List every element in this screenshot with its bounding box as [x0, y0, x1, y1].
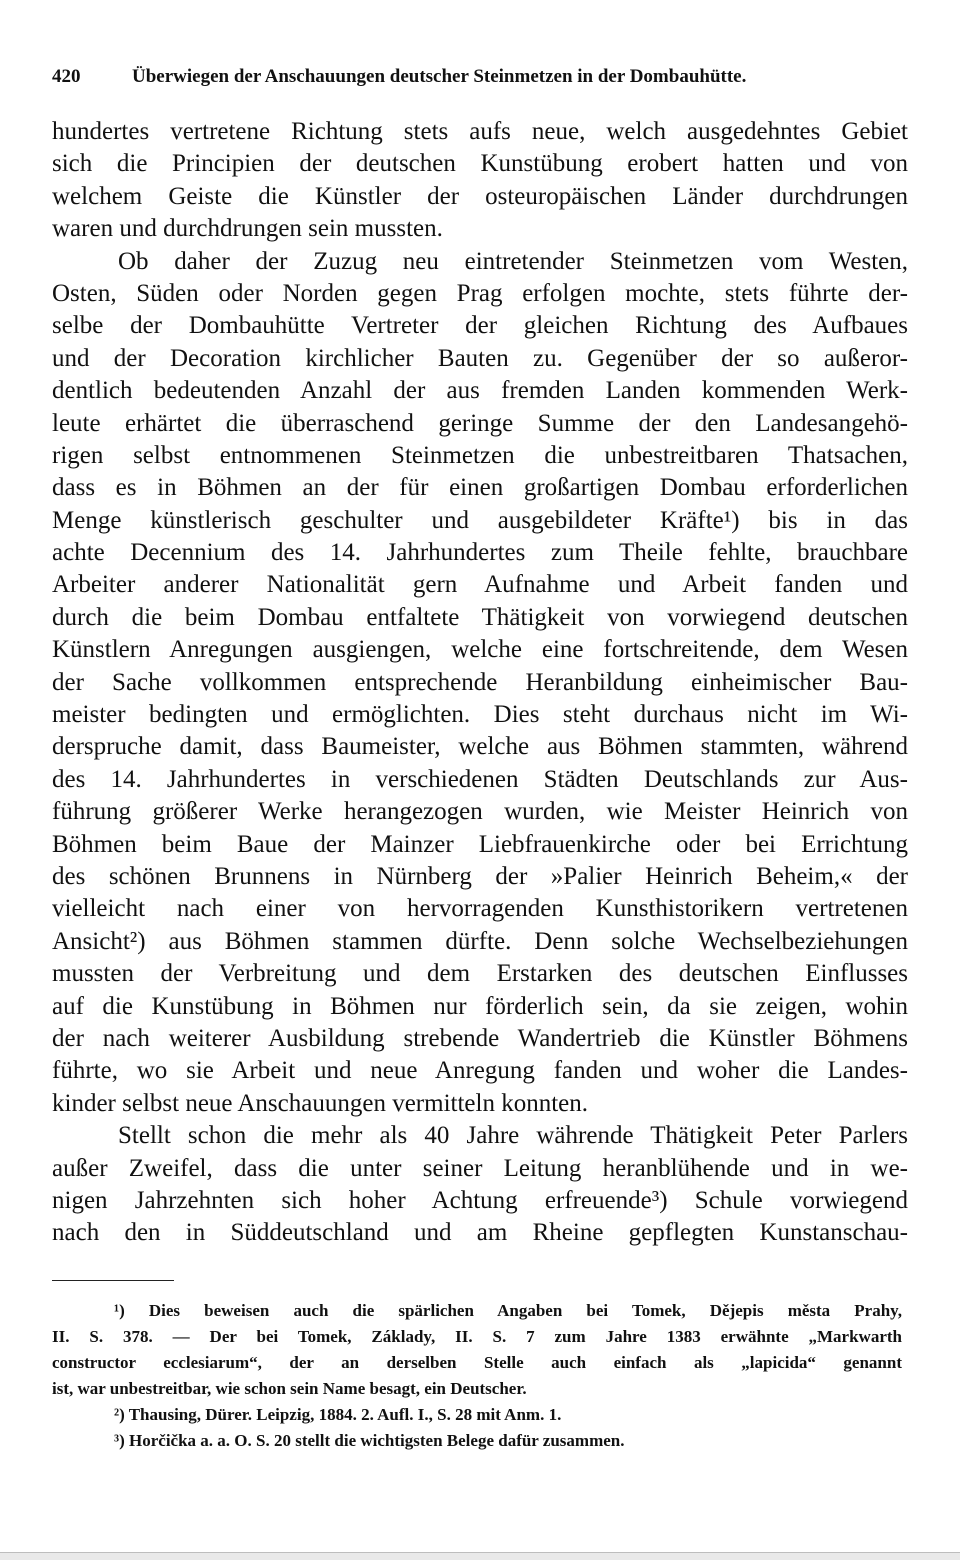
page-number: 420: [52, 66, 81, 87]
text-line: auf die Kunstübung in Böhmen nur förderlich sein, da sie zeigen, wohin: [52, 992, 908, 1020]
text-line: der Sache vollkommen entsprechende Heranbildung einheimischer Bau-: [52, 668, 908, 696]
text-line: Stellt schon die mehr als 40 Jahre währende Thätigkeit Peter Parlers: [118, 1122, 908, 1150]
footnote-line: ²) Thausing, Dürer. Leipzig, 1884. 2. Aufl. I., S. 28 mit Anm. 1.: [114, 1405, 562, 1424]
text-line: Ob daher der Zuzug neu eintretender Steinmetzen vom Westen,: [118, 247, 908, 275]
text-line: derspruche damit, dass Baumeister, welche aus Böhmen stammten, während: [52, 733, 908, 761]
text-line: nigen Jahrzehnten sich hoher Achtung erfreuende³) Schule vorwiegend: [52, 1186, 908, 1214]
text-line: achte Decennium des 14. Jahrhundertes zum Theile fehlte, brauchbare: [52, 539, 908, 567]
text-line: Böhmen beim Baue der Mainzer Liebfrauenkirche oder bei Errichtung: [52, 830, 908, 858]
text-line: dass es in Böhmen an der für einen großartigen Dombau erforderlichen: [52, 474, 908, 502]
text-line: dentlich bedeutenden Anzahl der aus fremden Landen kommenden Werk-: [52, 377, 908, 405]
text-line: Arbeiter anderer Nationalität gern Aufnahme und Arbeit fanden und: [52, 571, 908, 599]
footnote-line: ³) Horčička a. a. O. S. 20 stellt die wichtigsten Belege dafür zusammen.: [114, 1431, 625, 1450]
footnote-line: ist, war unbestreitbar, wie schon sein Name besagt, ein Deutscher.: [52, 1379, 527, 1398]
text-line: führte, wo sie Arbeit und neue Anregung fanden und woher die Landes-: [52, 1057, 908, 1085]
text-line: und der Decoration kirchlicher Bauten zu. Gegenüber der so außeror-: [52, 344, 908, 372]
text-line: hundertes vertretene Richtung stets aufs neue, welch ausgedehntes Gebiet: [52, 118, 908, 145]
text-line: des 14. Jahrhundertes in verschiedenen Städten Deutschlands zur Aus-: [52, 765, 908, 793]
text-line: Osten, Süden oder Norden gegen Prag erfolgen mochte, stets führte der-: [52, 279, 908, 307]
footnote-line: constructor ecclesiarum“, der an derselben Stelle auch einfach als „lapicida“ genannt: [52, 1353, 902, 1372]
text-line: nach den in Süddeutschland und am Rheine gepflegten Kunstanschau-: [52, 1219, 908, 1247]
text-line: vielleicht nach einer von hervorragenden Kunsthistorikern vertretenen: [52, 895, 908, 923]
text-line: des schönen Brunnens in Nürnberg der »Palier Heinrich Beheim,« der: [52, 862, 908, 890]
footnote-line: II. S. 378. — Der bei Tomek, Základy, II. S. 7 zum Jahre 1383 erwähnte „Markwarth: [52, 1327, 902, 1346]
text-line: der nach weiterer Ausbildung strebende Wandertrieb die Künstler Böhmens: [52, 1024, 908, 1052]
text-line: leute erhärtet die überraschend geringe Summe der den Landesangehö-: [52, 409, 908, 437]
text-line: welchem Geiste die Künstler der osteuropäischen Länder durchdrungen: [52, 182, 908, 210]
text-line: außer Zweifel, dass die unter seiner Leitung heranblühende und in we-: [52, 1154, 908, 1182]
text-line: durch die beim Dombau entfaltete Thätigkeit von vorwiegend deutschen: [52, 603, 908, 631]
text-line: führung größerer Werke herangezogen wurden, wie Meister Heinrich von: [52, 798, 908, 826]
text-line: sich die Principien der deutschen Kunstübung erobert hatten und von: [52, 150, 908, 178]
footnote-line: ¹) Dies beweisen auch die spärlichen Angaben bei Tomek, Dějepis města Prahy,: [114, 1301, 902, 1320]
running-header: [52, 66, 908, 88]
text-line: Ansicht²) aus Böhmen stammen dürfte. Denn solche Wechselbeziehungen: [52, 927, 908, 955]
text-line: rigen selbst entnommenen Steinmetzen die unbestreitbaren Thatsachen,: [52, 441, 908, 469]
footnote-separator: [52, 1280, 174, 1281]
text-line: mussten der Verbreitung und dem Erstarken des deutschen Einflusses: [52, 960, 908, 988]
text-line: meister bedingten und ermöglichten. Dies steht durchaus nicht im Wi-: [52, 701, 908, 729]
main-text: [52, 116, 908, 1250]
text-line: Künstlern Anregungen ausgiengen, welche eine fortschreitende, dem Wesen: [52, 636, 908, 664]
text-line: kinder selbst neue Anschauungen vermitteln konnten.: [52, 1089, 588, 1117]
text-line: selbe der Dombauhütte Vertreter der gleichen Richtung des Aufbaues: [52, 312, 908, 340]
footnotes: [52, 1298, 902, 1454]
running-title: Überwiegen der Anschauungen deutscher Steinmetzen in der Dombauhütte.: [132, 66, 747, 87]
text-line: waren und durchdrungen sein mussten.: [52, 215, 443, 243]
text-line: Menge künstlerisch geschulter und ausgebildeter Kräfte¹) bis in das: [52, 506, 908, 534]
